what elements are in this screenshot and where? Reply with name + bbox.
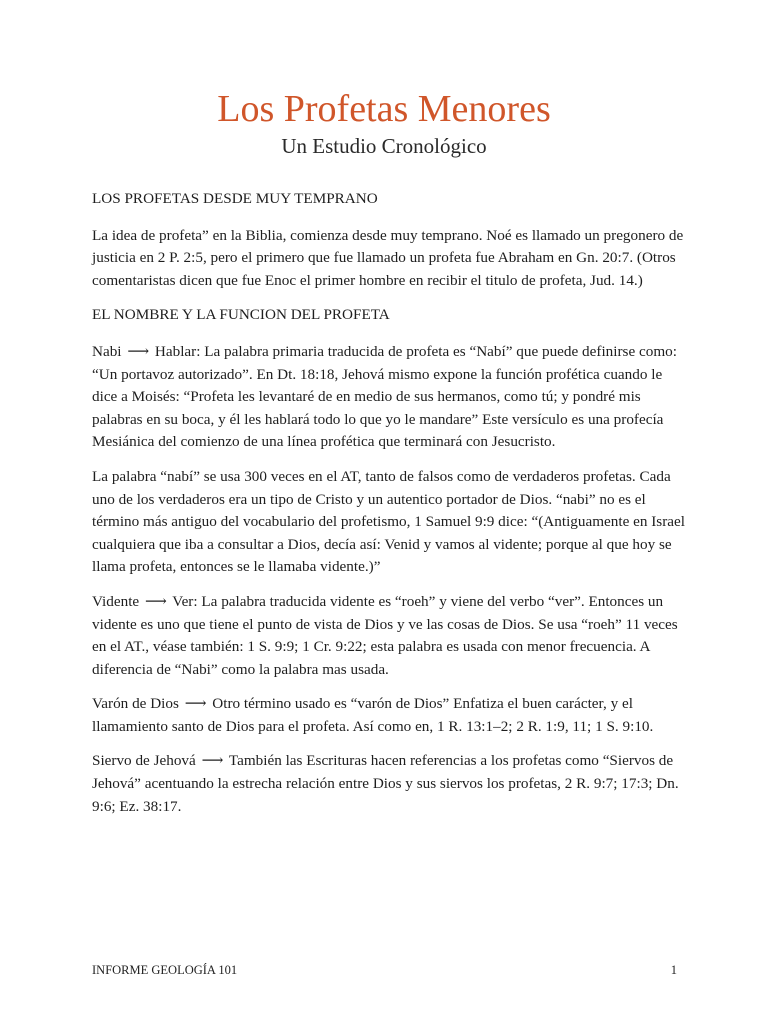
right-arrow-icon: ⟶ xyxy=(144,592,167,610)
paragraph-nabi xyxy=(92,341,688,454)
term-siervo: Siervo de Jehová xyxy=(92,752,196,770)
page-number: 1 xyxy=(670,963,677,977)
paragraph-nabi-usage: La palabra “nabí” se usa 300 veces en el AT, tanto de falsos como de verdaderos profetas. Cada uno de los verdaderos era un tipo de Cristo y un autentico portador de Dios. “nabi” no es el término más antiguo del vocabulario del profetismo, 1 Samuel 9:9 dice: “(Antiguamente en Israel cualquiera que iba a consultar a Dios, decía así: Venid y vamos al vidente; porque al que hoy se llama profeta, entonces se le llamaba vidente.)” xyxy=(92,467,685,576)
definition-varon: Otro término usado es “varón de Dios” Enfatiza el buen carácter, y el llamamiento santo de Dios para el profeta. Así como en, 1 R. 13:1–2; 2 R. 1:9, 11; 1 S. 9:10. xyxy=(92,695,654,735)
paragraph-early-prophets: La idea de profeta” en la Biblia, comienza desde muy temprano. Noé es llamado un pregonero de justicia en 2 P. 2:5, pero el primero que fue llamado un profeta fue Abraham en Gn. 20:7. (Otros comentaristas dicen que fue Enoc el primer hombre en recibir el titulo de profeta, Jud. 14.) xyxy=(92,226,684,289)
definition-nabi: Hablar: La palabra primaria traducida de profeta es “Nabí” que puede definirse como: “Un portavoz autorizado”. En Dt. 18:18, Jehová mismo expone la función profética cuando le dice a Moisés: “Profeta les levantaré de en medio de sus hermanos, como tú; y pondré mis palabras en su boca, y él les hablará todo lo que yo le mandare” Este versículo es una profecía Mesiánica del comienzo de una línea profética que terminará con Jesucristo. xyxy=(92,342,677,451)
section-heading-early-prophets: LOS PROFETAS DESDE MUY TEMPRANO xyxy=(92,190,378,207)
section-heading-name-function: EL NOMBRE Y LA FUNCION DEL PROFETA xyxy=(92,306,390,324)
page-subtitle: Un Estudio Cronológico xyxy=(281,134,487,158)
term-vidente: Vidente xyxy=(92,592,140,610)
definition-siervo: También las Escrituras hacen referencias a los profetas como “Siervos de Jehová” acentuando la estrecha relación entre Dios y sus siervos los profetas, 2 R. 9:7; 17:3; Dn. 9:6; Ez. 38:17. xyxy=(92,752,679,815)
paragraph-vidente xyxy=(92,591,688,681)
page-title: Los Profetas Menores xyxy=(217,88,551,130)
right-arrow-icon: ⟶ xyxy=(201,752,224,770)
definition-vidente: Ver: La palabra traducida vidente es “roeh” y viene del verbo “ver”. Entonces un vidente es uno que tiene el punto de vista de Dios y ve las cosas de Dios. Se usa “roeh” 11 veces en el AT., véase también: 1 S. 9:9; 1 Cr. 9:22; esta palabra es usada con menor frecuencia. A diferencia de “Nabi” como la palabra mas usada. xyxy=(92,592,678,678)
right-arrow-icon: ⟶ xyxy=(184,695,207,713)
right-arrow-icon: ⟶ xyxy=(127,342,150,360)
term-varon: Varón de Dios xyxy=(92,695,179,713)
term-nabi: Nabi xyxy=(92,342,122,360)
paragraph-siervo xyxy=(92,750,688,818)
document-body xyxy=(92,188,688,830)
paragraph-varon xyxy=(92,693,688,738)
footer-label: INFORME GEOLOGÍA 101 xyxy=(92,963,238,977)
